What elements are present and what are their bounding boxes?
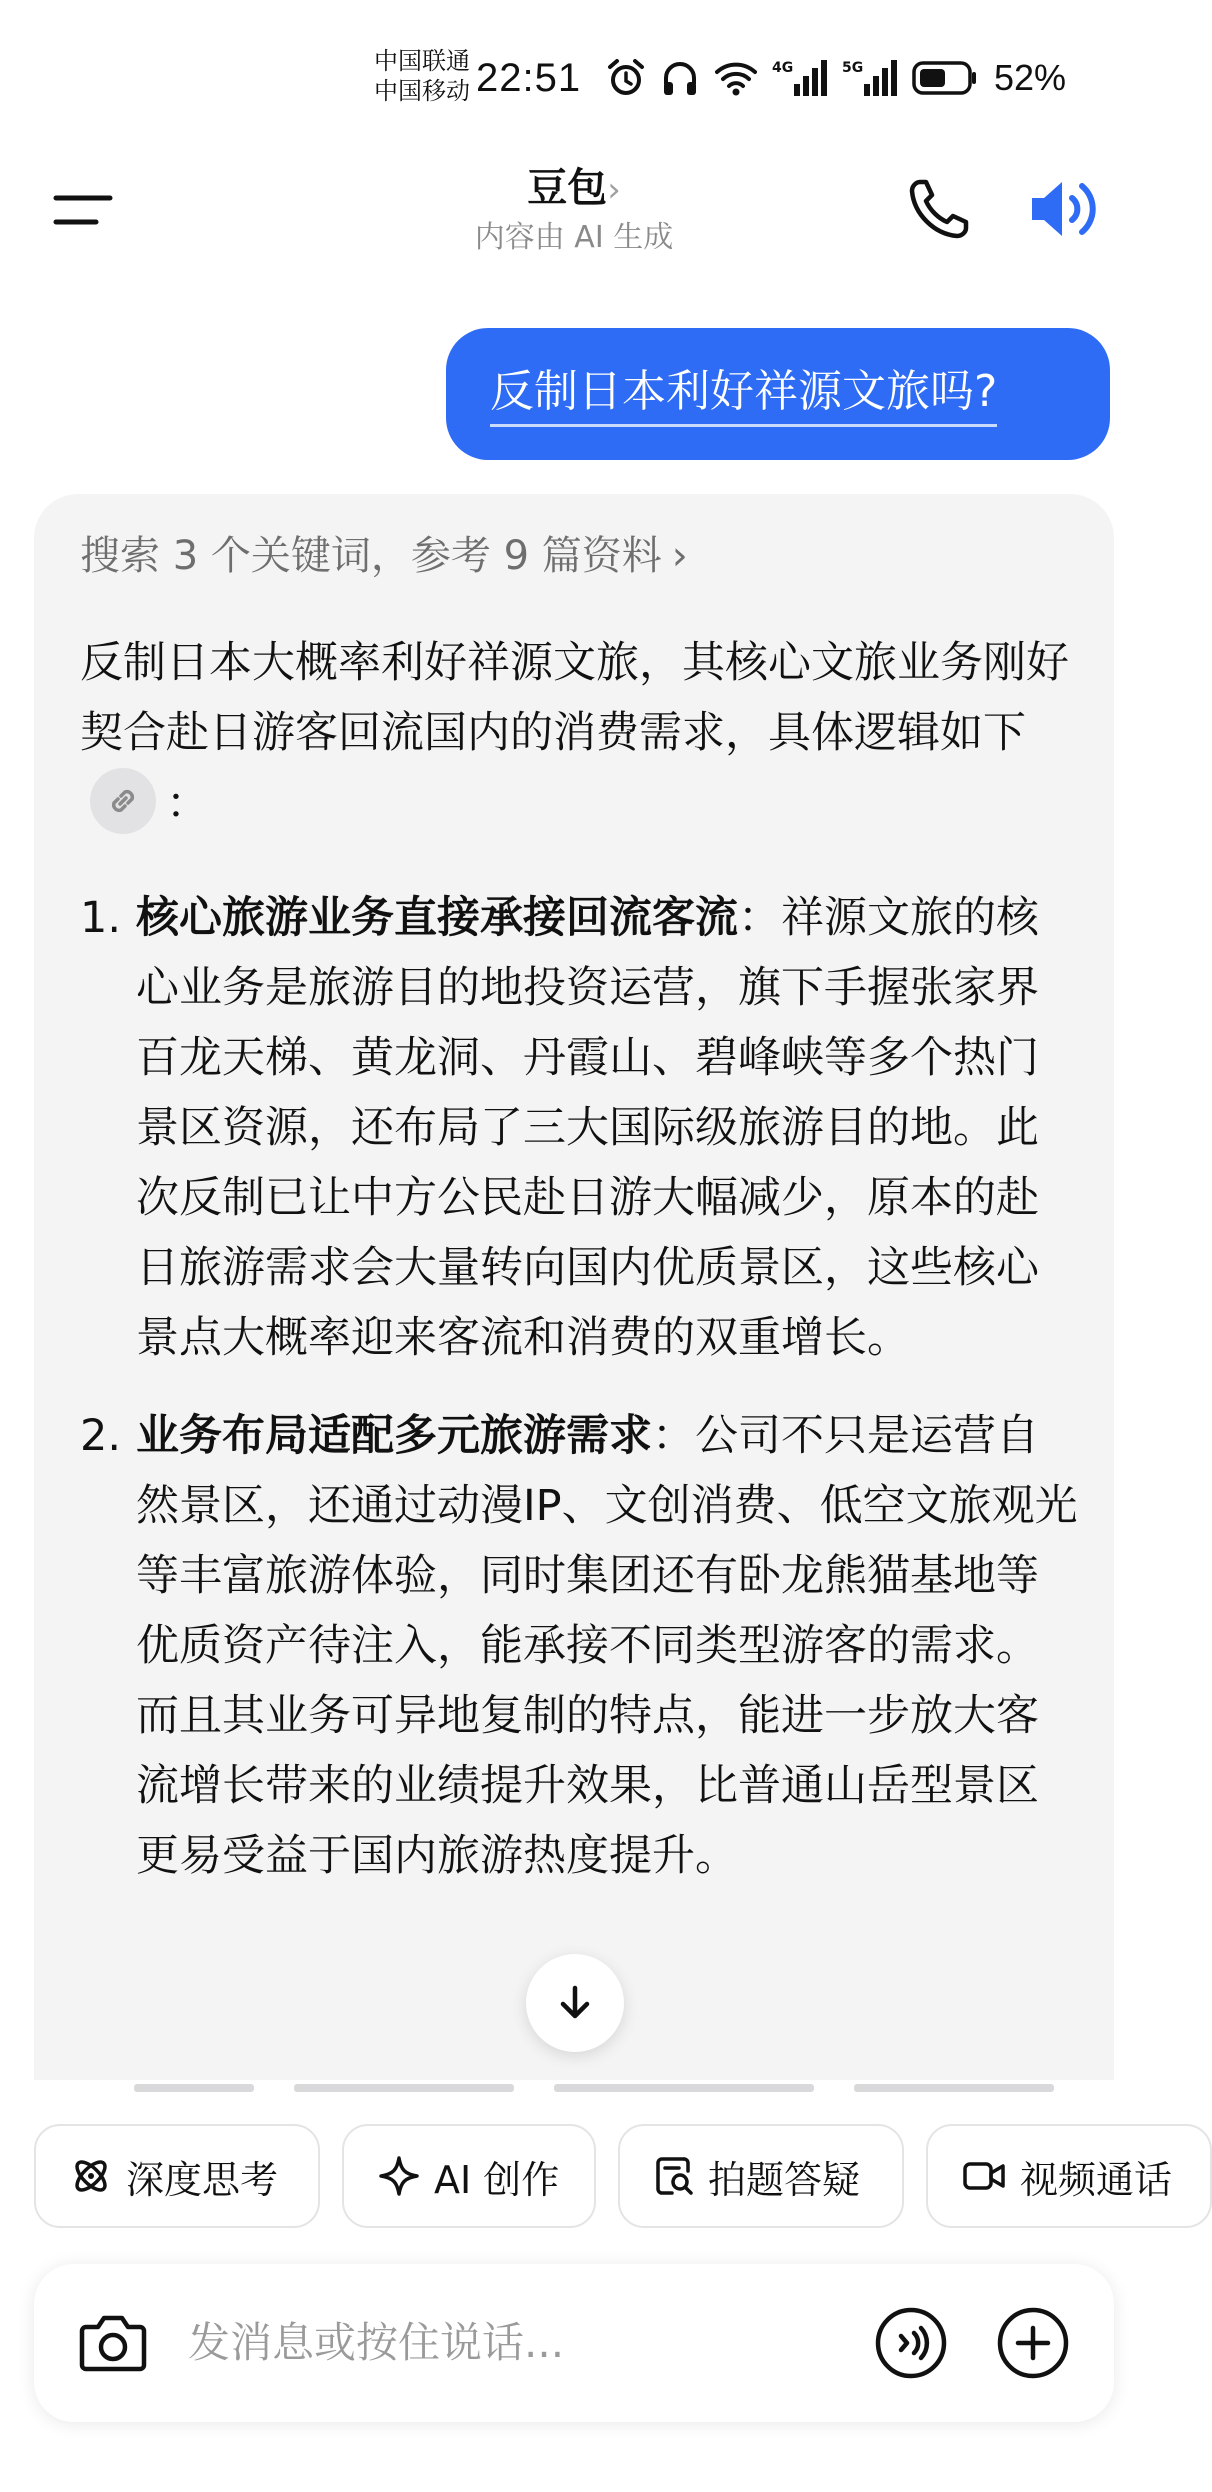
quick-actions-bar[interactable]: [0, 2124, 1173, 2230]
signal-5g-icon: [842, 58, 898, 98]
ai-answer-body: [80, 628, 1080, 1919]
search-sources-button[interactable]: [80, 528, 688, 584]
answer-intro-text: 反制日本大概率利好祥源文旅，其核心文旅业务刚好契合赴日游客回流国内的消费需求，具体逻辑如下: [80, 638, 1069, 758]
video-camera-icon: [962, 2158, 1006, 2194]
headphones-icon: [660, 58, 700, 98]
carrier-info: [374, 46, 470, 106]
bot-name: 豆包: [527, 165, 608, 211]
voice-call-button[interactable]: [906, 176, 972, 242]
list-item-body: ：祥源文旅的核心业务是旅游目的地投资运营，旗下手握张家界百龙天梯、黄龙洞、丹霞山、碧峰峡等多个热门景区资源，还布局了三大国际级旅游目的地。此次反制已让中方公民赴日游大幅减少，原本的赴日旅游需求会大量转向国内优质景区，这些核心景点大概率迎来客流和消费的双重增长。: [136, 893, 1039, 1363]
user-message-text: 反制日本利好祥源文旅吗?: [490, 362, 997, 427]
wifi-icon: [714, 59, 758, 97]
menu-icon: [52, 186, 116, 234]
camera-icon: [78, 2309, 148, 2375]
carrier-primary: 中国联通: [374, 47, 470, 75]
ai-message-card: [34, 494, 1114, 2080]
battery-percentage: 52%: [994, 57, 1067, 98]
list-item-number: 2.: [80, 1411, 122, 1461]
bot-title: [374, 160, 774, 218]
alarm-icon: [606, 58, 646, 98]
clipped-text-fragment: [134, 2072, 1074, 2092]
video-call-button[interactable]: [926, 2124, 1212, 2228]
chevron-right-icon: ›: [607, 170, 621, 210]
message-composer: [34, 2264, 1114, 2422]
battery-icon: [912, 60, 978, 96]
svg-text:5G: 5G: [842, 60, 864, 76]
answer-points-list: [80, 883, 1080, 1891]
deep-thinking-button[interactable]: [34, 2124, 320, 2228]
status-bar: [0, 0, 1148, 150]
photo-question-button[interactable]: [618, 2124, 904, 2228]
camera-button[interactable]: [78, 2309, 148, 2375]
scan-question-icon: [654, 2155, 694, 2197]
signal-4g-icon: [772, 58, 828, 98]
chat-header: [0, 150, 1148, 270]
plus-circle-icon: [996, 2306, 1070, 2380]
user-message-bubble[interactable]: [446, 328, 1110, 460]
scroll-to-bottom-button[interactable]: [526, 1954, 624, 2052]
atom-icon: [70, 2155, 112, 2197]
bot-title-button[interactable]: [374, 160, 774, 258]
answer-intro: [80, 628, 1080, 839]
svg-text:4G: 4G: [772, 60, 794, 76]
list-item: [80, 883, 1080, 1373]
message-input[interactable]: [188, 2312, 828, 2372]
ai-generated-note: 内容由 AI 生成: [474, 220, 674, 255]
voice-input-button[interactable]: [874, 2306, 948, 2380]
search-summary-text: 搜索 3 个关键词，参考 9 篇资料: [80, 533, 662, 579]
phone-icon: [906, 176, 972, 242]
list-item-heading: 业务布局适配多元旅游需求: [136, 1411, 652, 1461]
arrow-down-icon: [555, 1983, 595, 2023]
status-time: 22:51: [476, 56, 582, 100]
more-options-button[interactable]: [996, 2306, 1070, 2380]
list-item: [80, 1401, 1080, 1891]
citation-link-button[interactable]: [90, 768, 156, 834]
voice-wave-icon: [874, 2306, 948, 2380]
chip-label: AI 创作: [434, 2157, 560, 2202]
link-icon: [105, 783, 141, 819]
ai-creation-button[interactable]: [342, 2124, 596, 2228]
list-item-body: ：公司不只是运营自然景区，还通过动漫IP、文创消费、低空文旅观光等丰富旅游体验，同时集团还有卧龙熊猫基地等优质资产待注入，能承接不同类型游客的需求。而且其业务可异地复制的特点，能进一步放大客流增长带来的业绩提升效果，比普通山岳型景区更易受益于国内旅游热度提升。: [136, 1411, 1078, 1881]
menu-button[interactable]: [52, 186, 116, 234]
speaker-icon: [1026, 174, 1100, 244]
sparkle-icon: [378, 2155, 420, 2197]
answer-intro-suffix: ：: [166, 779, 209, 829]
chip-label: 视频通话: [1020, 2157, 1173, 2202]
read-aloud-button[interactable]: [1026, 174, 1100, 244]
chevron-right-icon: ›: [671, 533, 688, 579]
chip-label: 深度思考: [126, 2157, 279, 2202]
carrier-secondary: 中国移动: [374, 77, 470, 105]
chip-label: 拍题答疑: [708, 2157, 861, 2202]
status-icons: [606, 56, 1066, 100]
list-item-number: 1.: [80, 893, 122, 943]
list-item-heading: 核心旅游业务直接承接回流客流: [136, 893, 738, 943]
